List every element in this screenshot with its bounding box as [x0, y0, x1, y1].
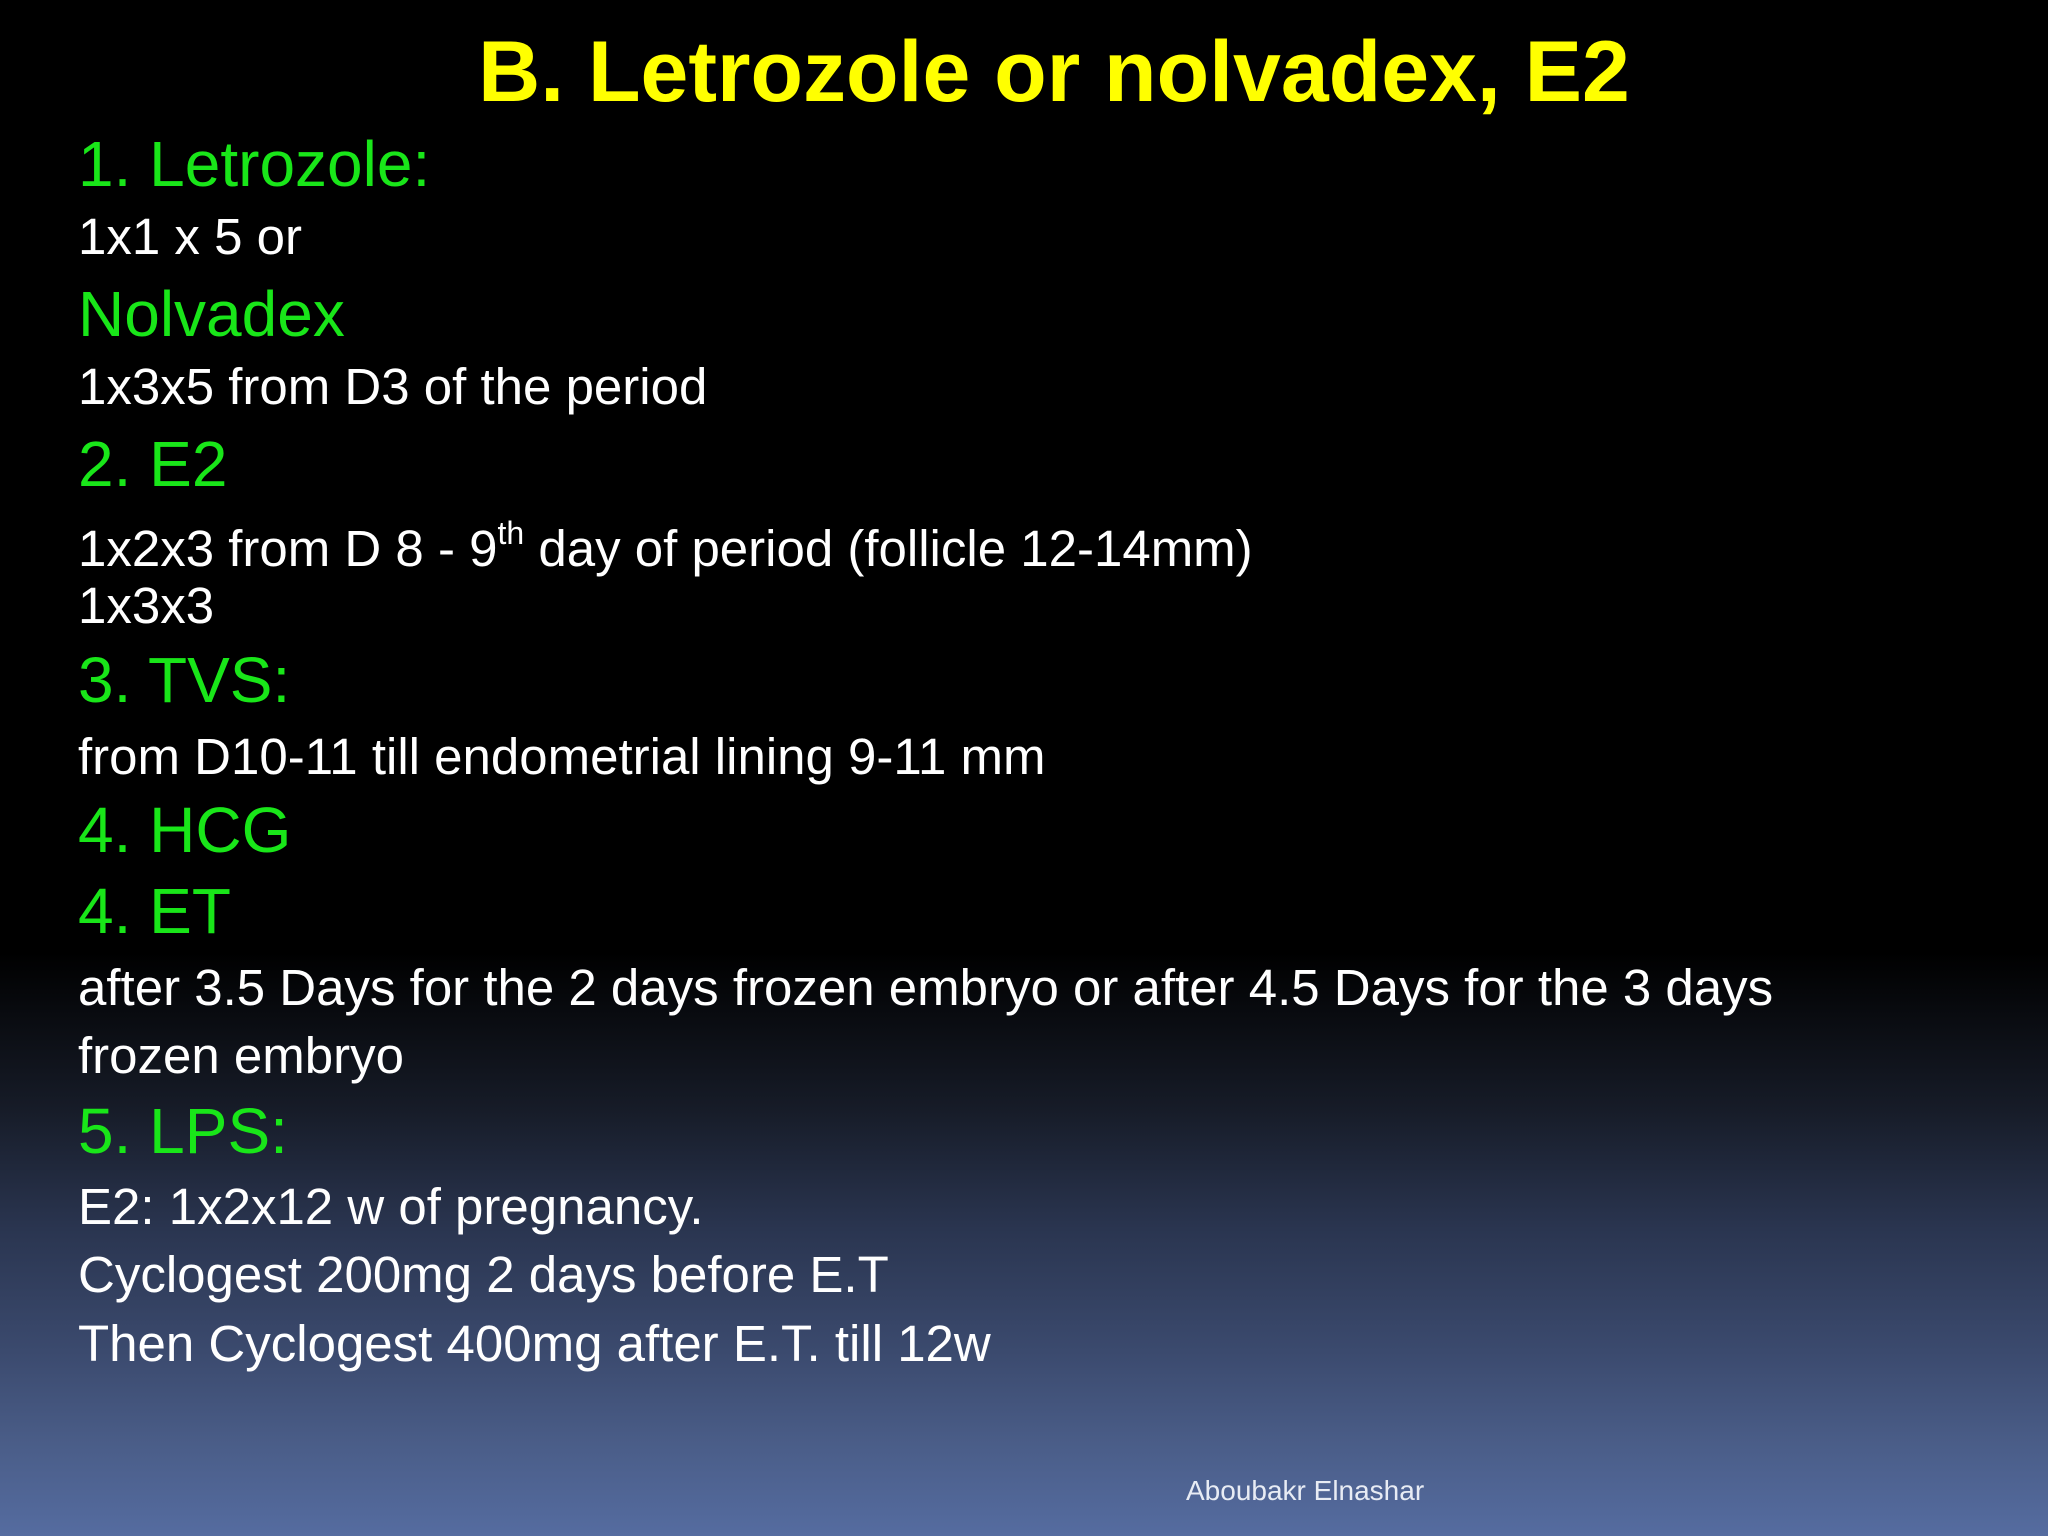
- slide-title: [0, 22, 2048, 122]
- text-e2-dose-end: day of period (follicle 12-14mm): [524, 520, 1253, 577]
- text-et-detail-2: frozen embryo: [78, 1027, 404, 1084]
- text-lps-cyclogest-200: Cyclogest 200mg 2 days before E.T: [78, 1246, 889, 1303]
- text-lps-cyclogest-400: Then Cyclogest 400mg after E.T. till 12w: [78, 1315, 991, 1372]
- text-nolvadex-dose: 1x3x5 from D3 of the period: [78, 358, 708, 415]
- heading-nolvadex: Nolvadex: [78, 278, 345, 350]
- text-letrozole-dose: 1x1 x 5 or: [78, 208, 302, 265]
- heading-hcg: 4. HCG: [78, 794, 292, 866]
- heading-et: 4. ET: [78, 875, 231, 947]
- slide-title-text: B. Letrozole or nolvadex, E2: [478, 24, 1630, 120]
- heading-letrozole: 1. Letrozole:: [78, 128, 431, 200]
- heading-lps: 5. LPS:: [78, 1095, 288, 1167]
- text-lps-e2: E2: 1x2x12 w of pregnancy.: [78, 1178, 704, 1235]
- author-footer: Aboubakr Elnashar: [1186, 1475, 1425, 1506]
- text-e2-dose-start: 1x2x3 from D 8 - 9: [78, 520, 498, 577]
- text-e2-dose-alt: 1x3x3: [78, 577, 215, 634]
- heading-e2: 2. E2: [78, 428, 228, 500]
- text-tvs-detail: from D10-11 till endometrial lining 9-11 mm: [78, 728, 1046, 785]
- text-e2-dose-ordinal: th: [497, 515, 525, 551]
- heading-tvs: 3. TVS:: [78, 644, 291, 716]
- text-e2-dose: [78, 507, 1253, 579]
- text-et-detail-1: after 3.5 Days for the 2 days frozen embryo or after 4.5 Days for the 3 days: [78, 959, 1774, 1016]
